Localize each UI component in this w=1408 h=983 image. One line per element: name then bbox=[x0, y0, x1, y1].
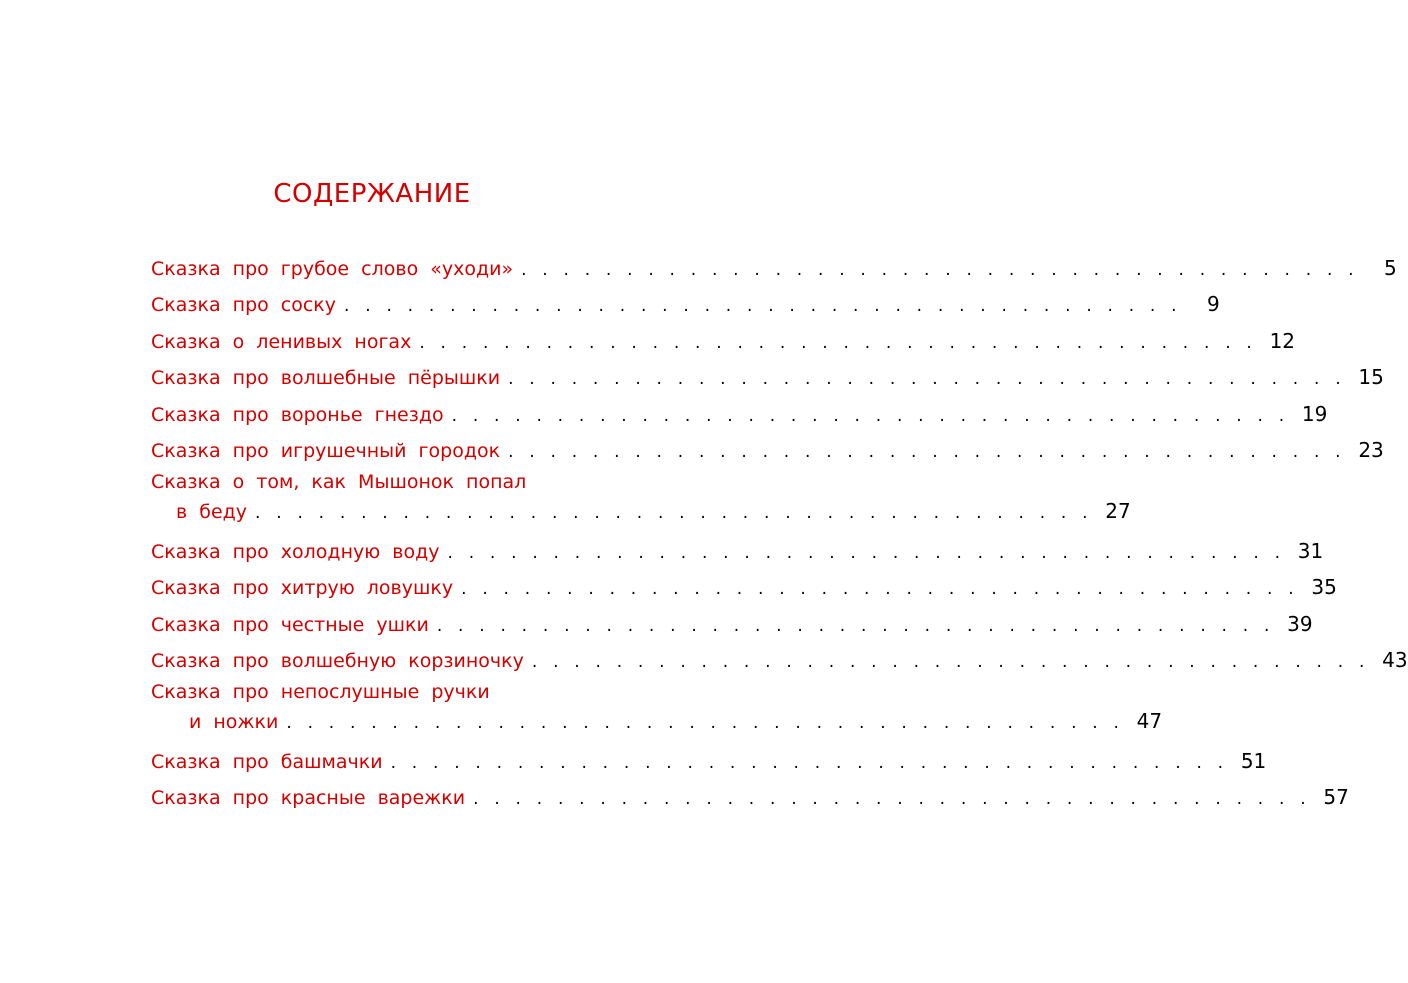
toc-page-number: 27 bbox=[1105, 499, 1131, 524]
toc-page-number: 19 bbox=[1301, 401, 1328, 426]
toc-heading: СОДЕРЖАНИЕ bbox=[273, 179, 471, 209]
toc-dot-leader: . . . . . . . . . . . . . . . . . . . . . . . . . . . . . . . . . . . . . . . . bbox=[531, 651, 1370, 672]
toc-entry-title: Сказка про волшебные пёрышки bbox=[151, 367, 501, 390]
toc-entry bbox=[151, 396, 1328, 432]
toc-dot-leader: . . . . . . . . . . . . . . . . . . . . . . . . . . . . . . . . . . . . . . . . bbox=[508, 441, 1346, 462]
toc-entry-title: Сказка о ленивых ногах bbox=[151, 330, 412, 353]
toc-dot-leader: . . . . . . . . . . . . . . . . . . . . . . . . . . . . . . . . . . . . . . . . bbox=[461, 579, 1299, 600]
toc-page-number: 23 bbox=[1358, 437, 1384, 462]
toc-entry bbox=[151, 250, 1397, 286]
toc-dot-leader: . . . . . . . . . . . . . . . . . . . . . . . . . . . . . . . . . . . . . . . . bbox=[255, 503, 1093, 524]
toc-entry bbox=[151, 678, 1163, 742]
toc-dot-leader: . . . . . . . . . . . . . . . . . . . . . . . . . . . . . . . . . . . . . . . . bbox=[286, 713, 1125, 734]
toc-page-number: 39 bbox=[1287, 611, 1313, 636]
toc-entry bbox=[151, 286, 1220, 322]
toc-entry-title: Сказка про холодную воду bbox=[151, 540, 440, 563]
toc-entry-title-continuation: в беду bbox=[176, 501, 248, 524]
toc-page-number: 35 bbox=[1311, 575, 1337, 600]
toc-dot-leader: . . . . . . . . . . . . . . . . . . . . . . . . . . . . . . . . . . . . . . . . bbox=[447, 542, 1286, 563]
toc-page-number: 5 bbox=[1384, 256, 1397, 280]
toc-page-number: 47 bbox=[1136, 709, 1163, 734]
toc-dot-leader: . . . . . . . . . . . . . . . . . . . . . . . . . . . . . . . . . . . . . . . . bbox=[451, 405, 1290, 426]
toc-dot-leader: . . . . . . . . . . . . . . . . . . . . . . . . . . . . . . . . . . . . . . . . bbox=[436, 615, 1275, 636]
toc-dot-leader: . . . . . . . . . . . . . . . . . . . . . . . . . . . . . . . . . . . . . . . . bbox=[521, 260, 1359, 280]
toc-page-number: 9 bbox=[1207, 292, 1220, 317]
toc-page-number: 43 bbox=[1382, 647, 1408, 672]
toc-entry-title: Сказка про башмачки bbox=[151, 750, 383, 773]
toc-entry bbox=[151, 642, 1408, 678]
toc-entry-title: Сказка про грубое слово «уходи» bbox=[151, 258, 514, 280]
toc-entry-title: Сказка про честные ушки bbox=[151, 613, 429, 636]
toc-entry bbox=[151, 743, 1267, 779]
toc-entry-title: Сказка про красные варежки bbox=[151, 787, 466, 810]
toc-page-number: 15 bbox=[1358, 365, 1384, 390]
toc-entry-title: Сказка про непослушные ручки bbox=[151, 681, 490, 704]
toc-page-number: 57 bbox=[1323, 785, 1349, 810]
toc-entry bbox=[151, 323, 1296, 359]
table-of-contents bbox=[151, 250, 1408, 815]
toc-entry-title: Сказка про волшебную корзиночку bbox=[151, 649, 524, 672]
toc-entry-title: Сказка про игрушечный городок bbox=[151, 439, 501, 462]
toc-dot-leader: . . . . . . . . . . . . . . . . . . . . . . . . . . . . . . . . . . . . . . . . bbox=[508, 369, 1346, 390]
toc-entry-title: Сказка про хитрую ловушку bbox=[151, 577, 454, 600]
toc-page-number: 31 bbox=[1297, 538, 1324, 563]
toc-entry bbox=[151, 468, 1131, 532]
toc-page-number: 12 bbox=[1269, 328, 1296, 353]
toc-page-number: 51 bbox=[1240, 748, 1267, 773]
toc-dot-leader: . . . . . . . . . . . . . . . . . . . . . . . . . . . . . . . . . . . . . . . . bbox=[473, 789, 1311, 810]
toc-entry bbox=[151, 533, 1324, 569]
toc-dot-leader: . . . . . . . . . . . . . . . . . . . . . . . . . . . . . . . . . . . . . . . . bbox=[344, 296, 1182, 317]
toc-dot-leader: . . . . . . . . . . . . . . . . . . . . . . . . . . . . . . . . . . . . . . . . bbox=[390, 752, 1229, 773]
toc-entry bbox=[151, 432, 1384, 468]
toc-dot-leader: . . . . . . . . . . . . . . . . . . . . . . . . . . . . . . . . . . . . . . . . bbox=[419, 332, 1258, 353]
toc-entry bbox=[151, 359, 1384, 395]
toc-entry-title-continuation: и ножки bbox=[189, 711, 279, 734]
toc-entry bbox=[151, 606, 1313, 642]
toc-entry-title: Сказка про воронье гнездо bbox=[151, 403, 444, 426]
toc-entry-title: Сказка про соску bbox=[151, 294, 337, 317]
toc-entry bbox=[151, 569, 1337, 605]
toc-entry-title: Сказка о том, как Мышонок попал bbox=[151, 471, 527, 494]
toc-entry bbox=[151, 779, 1349, 815]
